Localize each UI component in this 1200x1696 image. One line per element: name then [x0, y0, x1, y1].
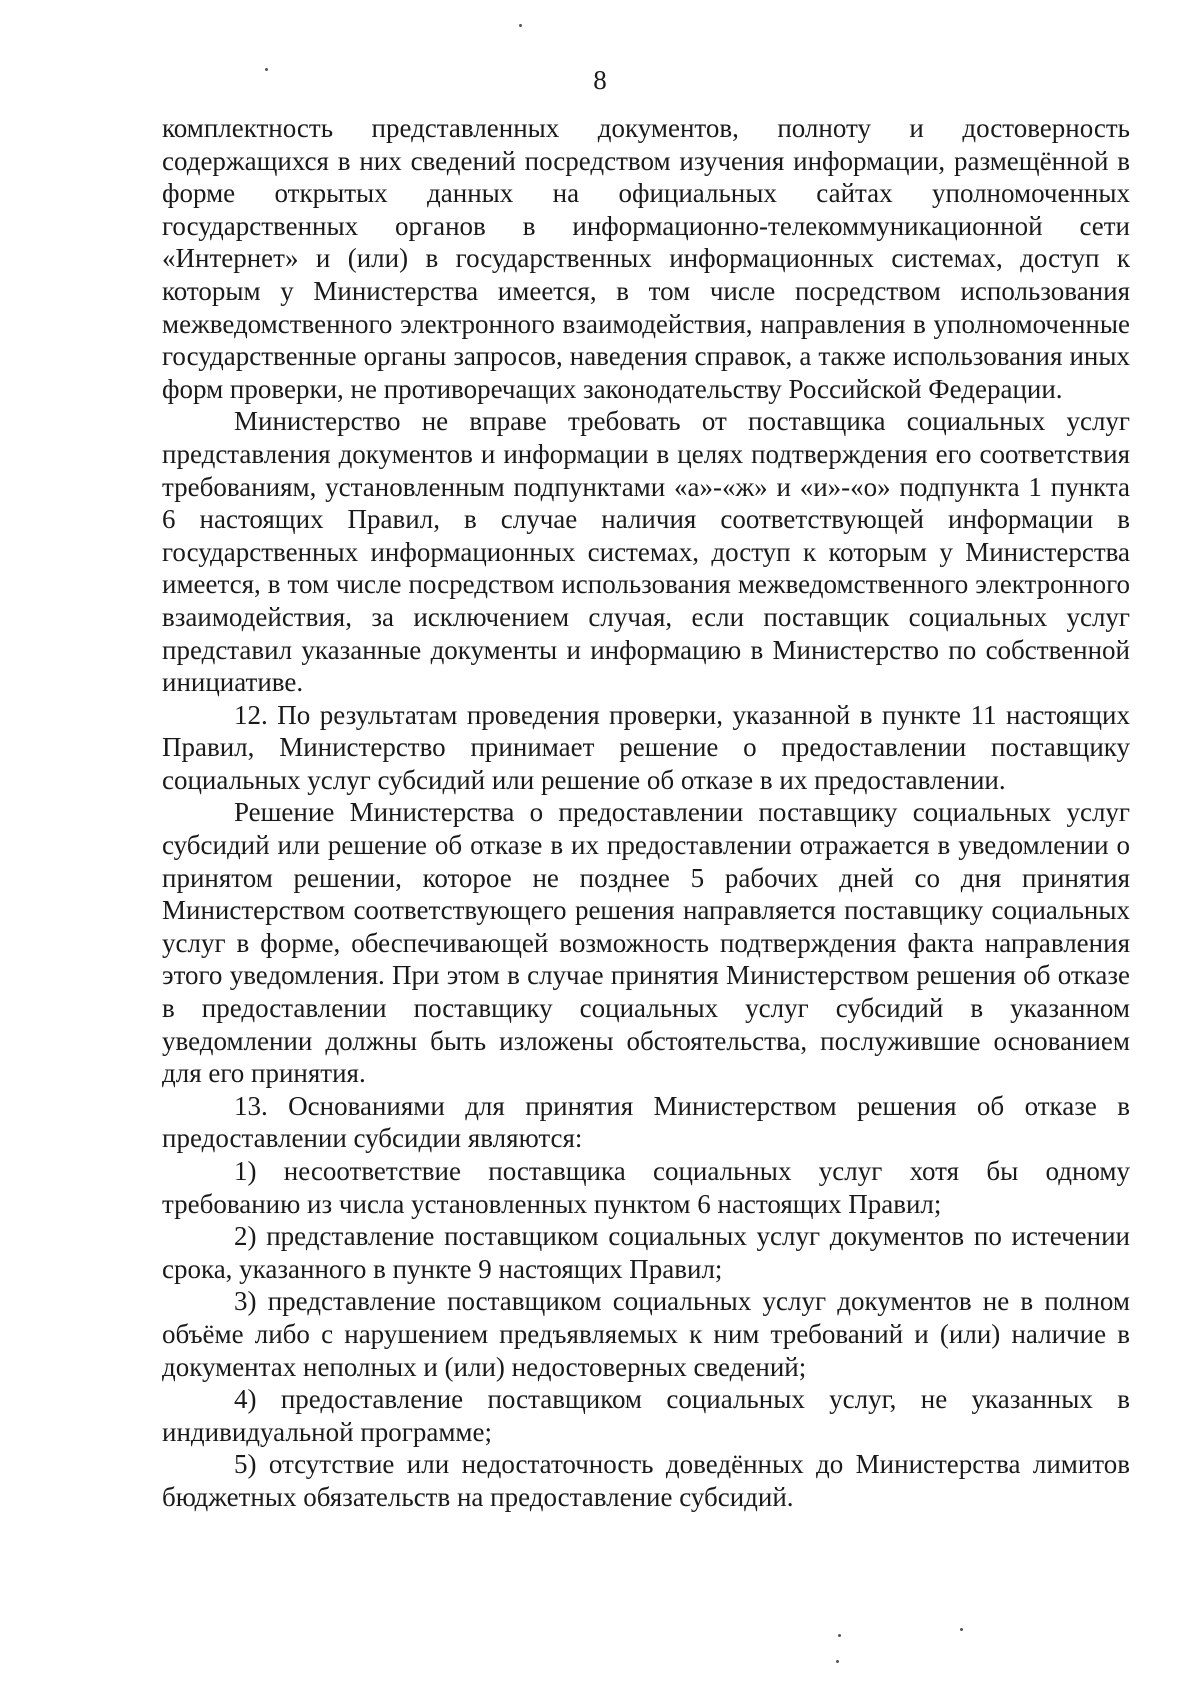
- scan-speck: [519, 24, 522, 27]
- list-item-refusal-1: 1) несоответствие поставщика социальных услуг хотя бы одному требованию из числа установленных пунктом 6 настоящих Правил;: [162, 1156, 1130, 1219]
- list-item-refusal-2: 2) представление поставщиком социальных услуг документов по истечении срока, указанного в пункте 9 настоящих Правил;: [162, 1221, 1130, 1284]
- scan-speck: [960, 1628, 963, 1631]
- list-item-refusal-3: 3) представление поставщиком социальных услуг документов не в полном объёме либо с нарушением предъявляемых к ним требований и (или) наличие в документах неполных и (или) недостоверных сведений;: [162, 1286, 1130, 1382]
- page-number: 8: [593, 65, 607, 95]
- paragraph-decision-notice: Решение Министерства о предоставлении поставщику социальных услуг субсидий или решение об отказе в их предоставлении отражается в уведомлении о принятом решении, которое не позднее 5 рабочих дней со дня принятия Министерством соответствующего решения направляется поставщику социальных услуг в форме, обеспечивающей возможность подтверждения факта направления этого уведомления. При этом в случае принятия Министерством решения об отказе в предоставлении поставщику социальных услуг субсидий в указанном уведомлении должны быть изложены обстоятельства, послужившие основанием для его принятия.: [162, 797, 1130, 1089]
- document-body: [162, 112, 1130, 1514]
- paragraph-clause-12: 12. По результатам проведения проверки, указанной в пункте 11 настоящих Правил, Министерство принимает решение о предоставлении поставщику социальных услуг субсидий или решение об отказе в их предоставлении.: [162, 699, 1130, 795]
- paragraph-continuation: комплектность представленных документов, полноту и достоверность содержащихся в них сведений посредством изучения информации, размещённой в форме открытых данных на официальных сайтах уполномоченных государственных органов в информационно-телекоммуникационной сети «Интернет» и (или) в государственных информационных системах, доступ к которым у Министерства имеется, в том числе посредством использования межведомственного электронного взаимодействия, направления в уполномоченные государственные органы запросов, наведения справок, а также использования иных форм проверки, не противоречащих законодательству Российской Федерации.: [162, 113, 1130, 404]
- paragraph-clause-13: 13. Основаниями для принятия Министерством решения об отказе в предоставлении субсидии являются:: [162, 1090, 1130, 1154]
- scan-speck: [836, 1660, 839, 1663]
- list-item-refusal-4: 4) предоставление поставщиком социальных услуг, не указанных в индивидуальной программе;: [162, 1384, 1130, 1447]
- scan-speck: [838, 1634, 841, 1637]
- paragraph-ministry-rights: Министерство не вправе требовать от поставщика социальных услуг представления документов и информации в целях подтверждения его соответствия требованиям, установленным подпунктами «а»-«ж» и «и»-«о» подпункта 1 пункта 6 настоящих Правил, в случае наличия соответствующей информации в государственных информационных системах, доступ к которым у Министерства имеется, в том числе посредством использования межведомственного электронного взаимодействия, за исключением случая, если поставщик социальных услуг представил указанные документы и информацию в Министерство по собственной инициативе.: [162, 406, 1130, 698]
- list-item-refusal-5: 5) отсутствие или недостаточность доведённых до Министерства лимитов бюджетных обязательств на предоставление субсидий.: [162, 1449, 1130, 1512]
